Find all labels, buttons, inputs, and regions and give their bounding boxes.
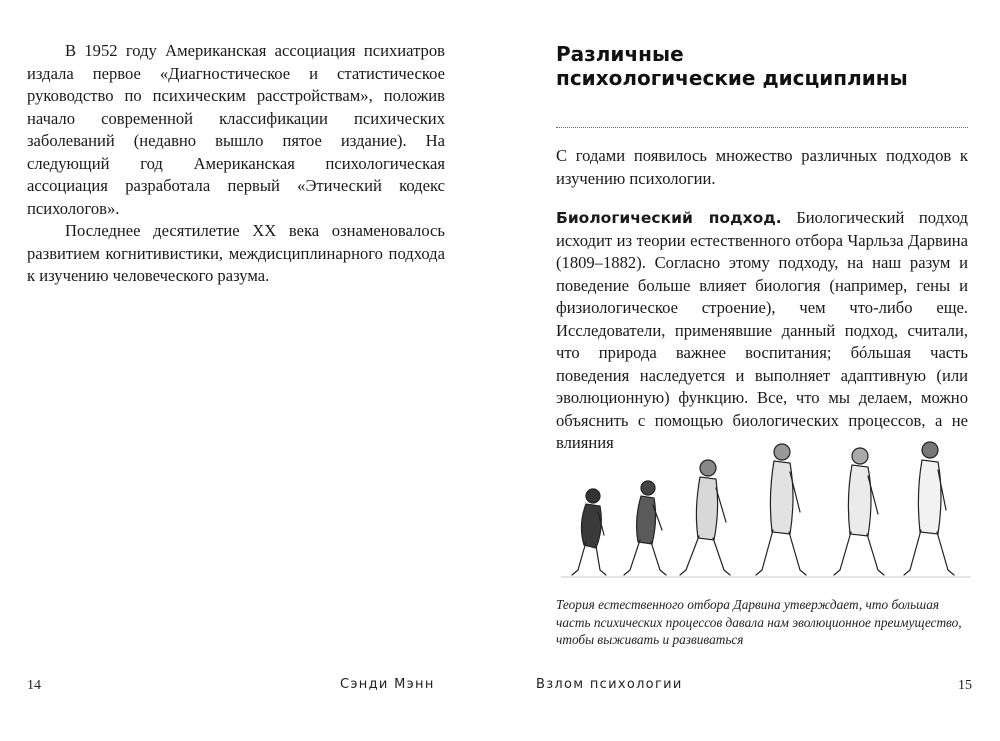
- hominid-figure-4: [756, 444, 806, 575]
- bio-body: Биологический подход исходит из теории естественного отбора Чарльза Дарвина (1809–1882). Согласно этому подходу, на наш разум и поведение больше влияет биология (например, гены и физиологическое строение), чем что-либо еще. Исследователи, применявшие данный подход, считали, что природа важнее воспитания; бóльшая часть поведения наследуется и выполняет адаптивную (или эволюционную) функцию. Все, что мы делаем, можно объяснить с помощью биологических процессов, а не влияния: [556, 208, 968, 452]
- left-paragraph-2: Последнее десятилетие XX века ознаменовалось развитием когнитивистики, междисциплинарного подхода к изучению человеческого разума.: [27, 221, 445, 285]
- left-body-text: [27, 40, 445, 288]
- ape-figure-1: [572, 489, 606, 575]
- section-heading: [556, 42, 956, 90]
- right-page-number: 15: [958, 678, 972, 693]
- bio-subhead: Биологический подход.: [556, 209, 782, 227]
- figure-caption: Теория естественного отбора Дарвина утверждает, что большая часть психических процессов давала нам эволюционное преимущество, чтобы выживать и развиваться: [556, 597, 962, 647]
- heading-line-1: Различные: [556, 42, 684, 66]
- dotted-divider: [556, 127, 968, 128]
- hominid-figure-3: [680, 460, 730, 575]
- evolution-illustration: [556, 430, 976, 585]
- biological-approach-text: [556, 207, 968, 455]
- right-page: [500, 0, 1000, 741]
- left-page-number: 14: [27, 678, 41, 693]
- intro-paragraph: С годами появилось множество различных подходов к изучению психологии.: [556, 146, 968, 188]
- right-running-head: Взлом психологии: [536, 677, 683, 692]
- left-paragraph-1: В 1952 году Американская ассоциация психиатров издала первое «Диагностическое и статистическое руководство по психическим расстройствам», положив начало современной классификации психических заболеваний (недавно вышло пятое издание). На следующий год Американская психологическая ассоциация разработала первый «Этический кодекс психологов».: [27, 41, 445, 218]
- human-figure-6: [904, 442, 954, 575]
- ape-figure-2: [624, 481, 666, 575]
- hominid-figure-5: [834, 448, 884, 575]
- intro-text: [556, 145, 968, 190]
- heading-line-2: психологические дисциплины: [556, 66, 908, 90]
- left-running-head: Сэнди Мэнн: [340, 677, 435, 692]
- evolution-figures: [556, 430, 976, 585]
- bio-paragraph: [556, 207, 968, 455]
